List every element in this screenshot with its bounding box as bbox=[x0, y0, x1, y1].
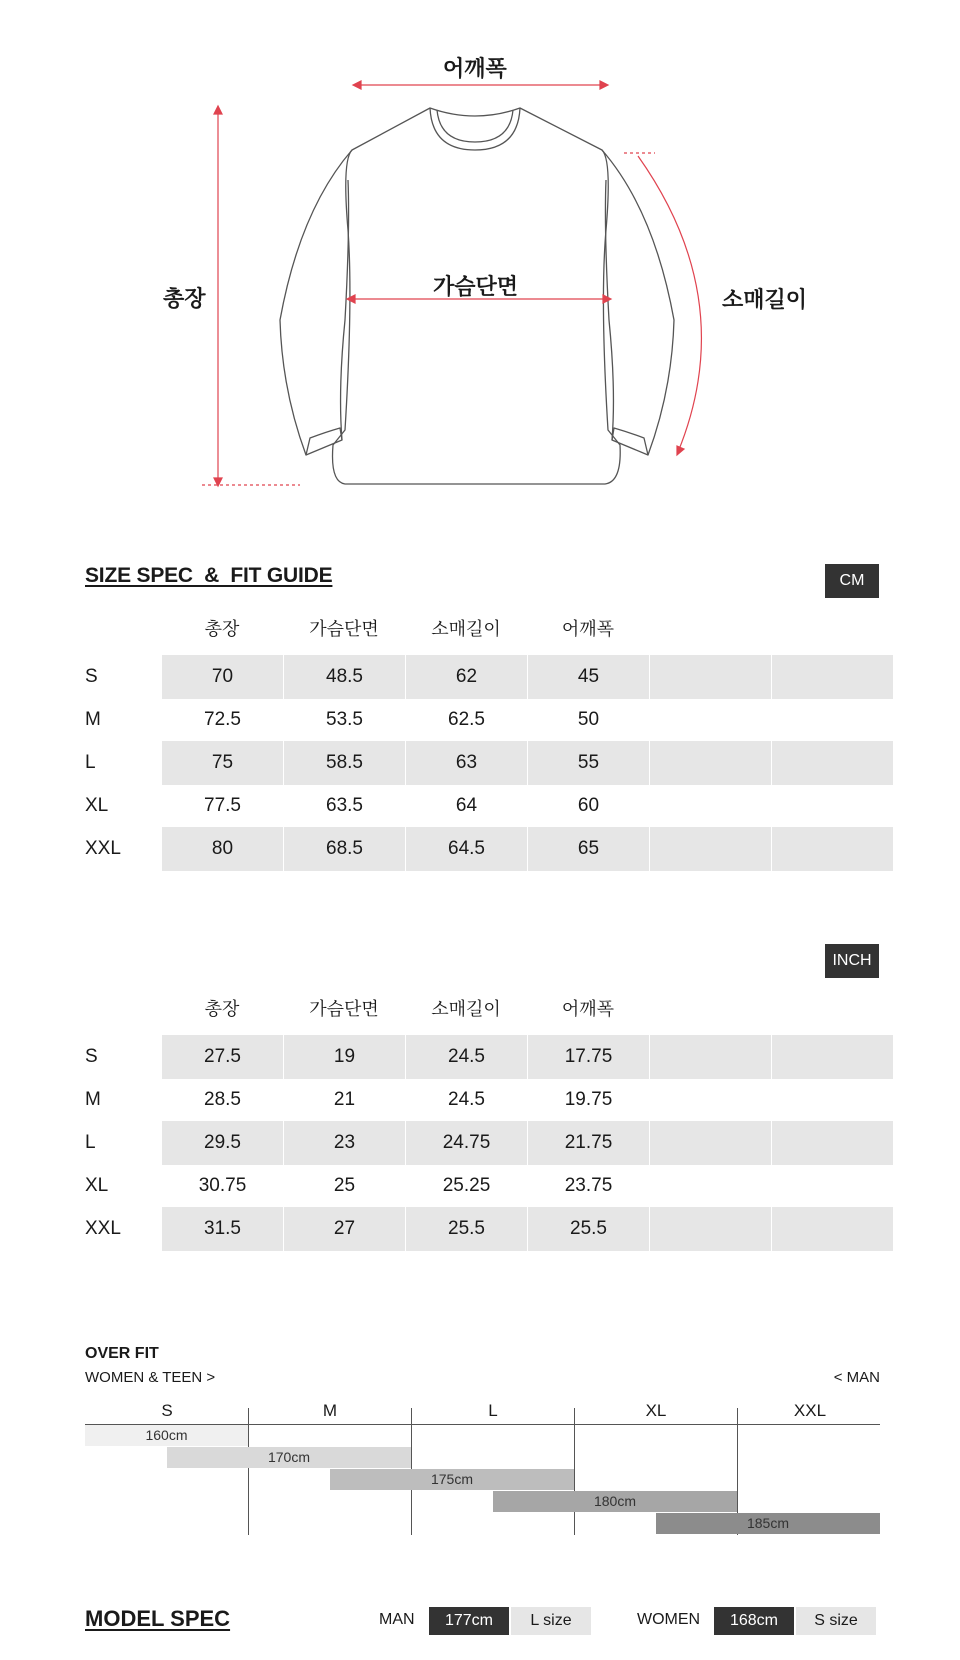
table-cell-empty bbox=[650, 827, 771, 871]
fit-size-label: XL bbox=[645, 1401, 667, 1420]
table-cell: 62.5 bbox=[448, 709, 485, 730]
table-row bbox=[85, 741, 880, 785]
table-cell-empty bbox=[650, 1121, 771, 1165]
table-cell: 68.5 bbox=[284, 827, 405, 871]
table-cell-empty bbox=[772, 1121, 893, 1165]
fit-bar-160: 160cm bbox=[85, 1425, 248, 1446]
table-cell: 60 bbox=[577, 795, 600, 816]
table-cell: 24.75 bbox=[406, 1121, 527, 1165]
table-cell-empty bbox=[650, 1164, 771, 1208]
table-cell: 63.5 bbox=[326, 795, 363, 816]
table-cell: 70 bbox=[162, 655, 283, 699]
table-cell: 65 bbox=[528, 827, 649, 871]
column-header: 총장 bbox=[204, 619, 240, 640]
row-size-label: M bbox=[85, 1089, 101, 1110]
table-cell-empty bbox=[650, 655, 771, 699]
table-row bbox=[85, 1164, 880, 1208]
row-size-label: XXL bbox=[85, 1218, 121, 1239]
table-cell: 25.5 bbox=[406, 1207, 527, 1251]
table-cell: 63 bbox=[406, 741, 527, 785]
table-cell-empty bbox=[772, 741, 893, 785]
fit-divider bbox=[574, 1408, 575, 1535]
column-header: 어깨폭 bbox=[561, 999, 615, 1020]
fit-guide bbox=[85, 1345, 880, 1545]
column-header: 가슴단면 bbox=[309, 619, 379, 640]
table-row bbox=[85, 784, 880, 828]
fit-title: OVER FIT bbox=[85, 1345, 159, 1362]
column-header: 총장 bbox=[204, 999, 240, 1020]
fit-left-label: WOMEN & TEEN > bbox=[85, 1369, 216, 1386]
row-size-label: S bbox=[85, 1046, 98, 1067]
table-cell-empty bbox=[650, 784, 771, 828]
fit-bar-175: 175cm bbox=[330, 1469, 574, 1490]
table-cell: 27.5 bbox=[162, 1035, 283, 1079]
table-cell-empty bbox=[772, 1207, 893, 1251]
table-cell: 48.5 bbox=[284, 655, 405, 699]
table-cell: 19 bbox=[284, 1035, 405, 1079]
table-cell: 25.25 bbox=[442, 1175, 491, 1196]
table-row bbox=[85, 1078, 880, 1122]
table-cell: 75 bbox=[162, 741, 283, 785]
column-header: 소매길이 bbox=[431, 999, 501, 1020]
model-women-size: S size bbox=[796, 1607, 876, 1635]
garment-diagram bbox=[0, 0, 960, 520]
table-cell-empty bbox=[772, 1164, 893, 1208]
table-cell-empty bbox=[650, 698, 771, 742]
table-cell: 64.5 bbox=[406, 827, 527, 871]
table-cell: 21 bbox=[333, 1089, 356, 1110]
fit-divider bbox=[248, 1408, 249, 1535]
table-row bbox=[85, 1207, 880, 1251]
fit-size-label: XXL bbox=[793, 1401, 827, 1420]
fit-bar-170: 170cm bbox=[167, 1447, 411, 1468]
model-man-height: 177cm bbox=[429, 1607, 509, 1635]
table-cell-empty bbox=[772, 1035, 893, 1079]
table-cell: 64 bbox=[455, 795, 478, 816]
column-header: 소매길이 bbox=[431, 619, 501, 640]
size-table-inch bbox=[85, 995, 880, 1245]
table-cell: 72.5 bbox=[204, 709, 241, 730]
table-cell-empty bbox=[772, 827, 893, 871]
table-cell: 24.5 bbox=[406, 1035, 527, 1079]
size-table-cm bbox=[85, 615, 880, 865]
table-cell-empty bbox=[772, 698, 893, 742]
table-cell-empty bbox=[772, 784, 893, 828]
table-cell-empty bbox=[650, 1035, 771, 1079]
table-cell: 23.75 bbox=[564, 1175, 613, 1196]
table-row bbox=[85, 827, 880, 871]
table-cell: 21.75 bbox=[528, 1121, 649, 1165]
table-cell: 45 bbox=[528, 655, 649, 699]
table-cell-empty bbox=[650, 741, 771, 785]
table-cell-empty bbox=[650, 1207, 771, 1251]
table-cell: 50 bbox=[577, 709, 600, 730]
model-man-size: L size bbox=[511, 1607, 591, 1635]
table-cell: 30.75 bbox=[198, 1175, 247, 1196]
row-size-label: L bbox=[85, 752, 96, 773]
model-women-label: WOMEN bbox=[637, 1611, 701, 1628]
length-label: 총장 bbox=[163, 287, 206, 312]
row-size-label: S bbox=[85, 666, 98, 687]
model-man-label: MAN bbox=[379, 1611, 415, 1628]
table-cell: 77.5 bbox=[204, 795, 241, 816]
fit-size-label: M bbox=[322, 1401, 338, 1420]
table-cell-empty bbox=[772, 1078, 893, 1122]
unit-badge-inch: INCH bbox=[825, 944, 879, 978]
fit-bar-180: 180cm bbox=[493, 1491, 737, 1512]
table-cell: 55 bbox=[528, 741, 649, 785]
fit-right-label: < MAN bbox=[833, 1369, 880, 1386]
table-cell-empty bbox=[650, 1078, 771, 1122]
row-size-label: L bbox=[85, 1132, 96, 1153]
table-cell: 58.5 bbox=[284, 741, 405, 785]
model-spec-title: MODEL SPEC bbox=[85, 1606, 231, 1631]
fit-size-label: L bbox=[488, 1401, 498, 1420]
table-cell: 24.5 bbox=[448, 1089, 485, 1110]
table-cell: 23 bbox=[284, 1121, 405, 1165]
column-header: 어깨폭 bbox=[561, 619, 615, 640]
sleeve-label: 소매길이 bbox=[722, 288, 808, 313]
row-size-label: M bbox=[85, 709, 101, 730]
unit-badge-cm: CM bbox=[825, 564, 879, 598]
fit-size-label: S bbox=[161, 1401, 173, 1420]
table-cell: 25.5 bbox=[528, 1207, 649, 1251]
table-row bbox=[85, 1121, 880, 1165]
table-cell: 25 bbox=[333, 1175, 356, 1196]
chest-label: 가슴단면 bbox=[433, 275, 519, 300]
table-cell: 28.5 bbox=[204, 1089, 241, 1110]
model-women-height: 168cm bbox=[714, 1607, 794, 1635]
table-cell-empty bbox=[772, 655, 893, 699]
table-cell: 17.75 bbox=[528, 1035, 649, 1079]
table-cell: 53.5 bbox=[326, 709, 363, 730]
row-size-label: XXL bbox=[85, 838, 121, 859]
table-cell: 27 bbox=[284, 1207, 405, 1251]
row-size-label: XL bbox=[85, 1175, 109, 1196]
row-size-label: XL bbox=[85, 795, 109, 816]
table-cell: 31.5 bbox=[162, 1207, 283, 1251]
table-row bbox=[85, 655, 880, 699]
table-cell: 62 bbox=[406, 655, 527, 699]
table-row bbox=[85, 698, 880, 742]
table-cell: 29.5 bbox=[162, 1121, 283, 1165]
table-row bbox=[85, 1035, 880, 1079]
size-spec-title: SIZE SPEC & FIT GUIDE bbox=[85, 564, 333, 587]
table-cell: 80 bbox=[162, 827, 283, 871]
fit-bar-185: 185cm bbox=[656, 1513, 880, 1534]
shoulder-label: 어깨폭 bbox=[443, 57, 507, 82]
column-header: 가슴단면 bbox=[309, 999, 379, 1020]
table-cell: 19.75 bbox=[564, 1089, 613, 1110]
